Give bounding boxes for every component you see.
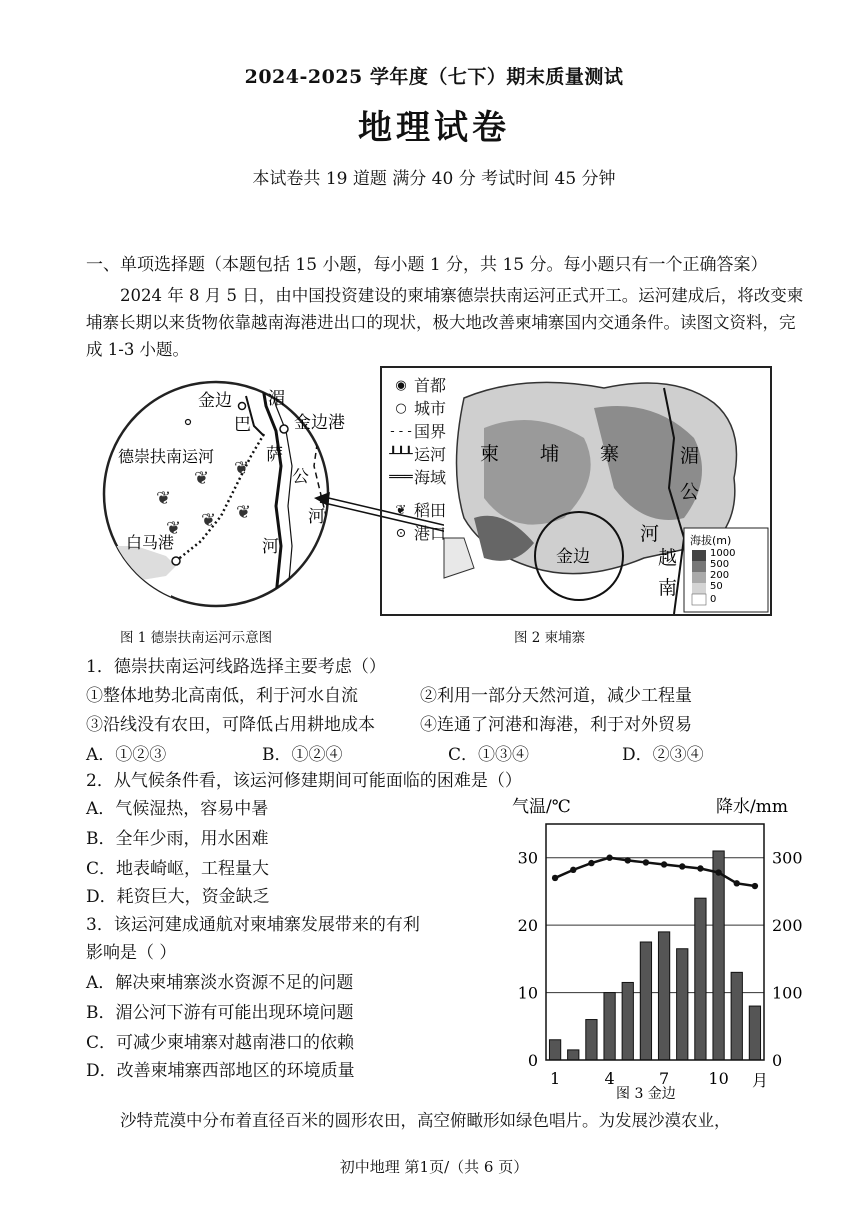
question-1-statement-4: ④连通了河港和海港，利于对外贸易 (420, 715, 692, 735)
temperature-point (697, 865, 703, 871)
capital-icon: ◉ (395, 378, 407, 393)
city-icon (239, 403, 246, 410)
precipitation-bar (713, 851, 724, 1060)
question-2-option-a: A．气候湿热，容易中暑 (86, 799, 269, 819)
temperature-point (570, 867, 576, 873)
legend-item-port: ⊙ 港口 (388, 522, 450, 545)
svg-text:❦: ❦ (194, 468, 210, 489)
question-3-stem-cont: 影响是（ ） (86, 943, 177, 963)
precipitation-bar (695, 898, 706, 1060)
sea-icon: ═══ (389, 470, 413, 485)
temperature-point (715, 869, 721, 875)
figure-3-caption: 图 3 金边 (616, 1086, 676, 1102)
question-3-stem: 3．该运河建成通航对柬埔寨发展带来的有利 (86, 915, 420, 935)
precipitation-bar (622, 982, 633, 1060)
question-1-option-b: B．①②④ (262, 745, 343, 765)
chart-left-tick-label: 30 (517, 848, 538, 868)
legend-item-capital: ◉ 首都 (388, 374, 450, 397)
svg-text:❦: ❦ (201, 510, 217, 531)
figure-2-map (380, 366, 772, 616)
legend-item-ricefield: ❦ 稻田 (388, 499, 450, 522)
chart-left-tick-label: 0 (527, 1051, 538, 1070)
question-1-option-a: A．①②③ (86, 745, 167, 765)
map2-label-mei: 湄 (680, 445, 700, 467)
question-1-option-d: D．②③④ (622, 745, 704, 765)
precipitation-bar (604, 993, 615, 1060)
map2-legend (388, 374, 450, 545)
elev-tick: 50 (710, 581, 723, 592)
question-1-statement-3: ③沿线没有农田，可降低占用耕地成本 (86, 715, 375, 735)
ricefield-icon: ❦ (395, 503, 407, 518)
page-footer: 初中地理 第1页/（共 6 页） (339, 1158, 529, 1176)
question-1-stem: 1．德崇扶南运河线路选择主要考虑（） (86, 657, 386, 677)
map2-label-jinbian: 金边 (556, 547, 590, 567)
map1-label-jinbian: 金边 (198, 391, 232, 411)
figure-1-caption: 图 1 德崇扶南运河示意图 (120, 630, 273, 646)
temperature-point (643, 859, 649, 865)
temperature-point (625, 857, 631, 863)
chart-x-tick-label: 1 (549, 1069, 561, 1088)
chart-right-tick-label: 0 (772, 1051, 783, 1070)
map1-label-jinbian-port: 金边港 (294, 413, 345, 433)
precipitation-bar (731, 972, 742, 1060)
map1-label-sa: 萨 (266, 445, 283, 465)
chart-ylabel-left: 气温/℃ (512, 797, 571, 817)
figure-3-climate-chart (508, 792, 803, 1102)
chart-right-tick-label: 300 (772, 848, 803, 868)
map2-label-yue: 越 (658, 547, 678, 569)
exam-info: 本试卷共 19 道题 满分 40 分 考试时间 45 分钟 (252, 169, 616, 189)
question-3-option-c: C．可减少柬埔寨对越南港口的依赖 (86, 1033, 355, 1053)
map2-label-gong: 公 (680, 481, 700, 503)
chart-ylabel-right: 降水/mm (716, 797, 788, 817)
question-2-stem: 2．从气候条件看，该运河修建期间可能面临的困难是（） (86, 771, 522, 791)
temperature-point (679, 863, 685, 869)
temperature-point (734, 880, 740, 886)
elev-tick: 500 (710, 559, 730, 570)
map2-label-jian: 柬 (480, 443, 500, 465)
elev-tick: 200 (710, 570, 730, 581)
temperature-point (588, 860, 594, 866)
precipitation-bar (586, 1020, 597, 1060)
map2-label-pu: 埔 (540, 443, 560, 465)
precipitation-bar (677, 949, 688, 1060)
port-icon (172, 557, 180, 565)
map1-label-ba: 巴 (234, 415, 251, 435)
figure-2-caption: 图 2 柬埔寨 (514, 630, 586, 646)
elev-tick: 0 (710, 594, 717, 605)
question-3-option-a: A．解决柬埔寨淡水资源不足的问题 (86, 973, 354, 993)
question-1-option-c: C．①③④ (448, 745, 530, 765)
section-intro: 2024 年 8 月 5 日，由中国投资建设的柬埔寨德崇扶南运河正式开工。运河建成后，将改变柬埔寨长期以来货物依靠越南海港进出口的现状，极大地改善柬埔寨国内交通条件。读图文资料，完成 1-3 小题。 (86, 286, 804, 359)
question-3-option-b: B．湄公河下游有可能出现环境问题 (86, 1003, 354, 1023)
question-2-option-d: D．耗资巨大，资金缺乏 (86, 887, 270, 907)
figure-1-map (96, 376, 345, 616)
question-2-option-c: C．地表崎岖，工程量大 (86, 859, 270, 879)
exam-header: 2024-2025 学年度（七下）期末质量测试 (244, 66, 624, 88)
map1-label-he: 河 (308, 507, 325, 527)
border-icon: - - - (390, 424, 412, 439)
map2-label-he: 河 (640, 523, 660, 545)
legend-item-canal: ┸┸┸ 运河 (389, 445, 447, 464)
chart-x-tick-label: 7 (658, 1069, 670, 1088)
exam-title: 地理试卷 (358, 108, 510, 148)
svg-text:❦: ❦ (234, 458, 250, 479)
svg-text:❦: ❦ (156, 488, 172, 509)
legend-item-city: ○ 城市 (388, 397, 450, 420)
city-icon (186, 420, 191, 425)
chart-right-tick-label: 100 (772, 983, 803, 1003)
svg-text:❦: ❦ (166, 518, 182, 539)
temperature-point (552, 875, 558, 881)
precipitation-bar (749, 1006, 760, 1060)
precipitation-bar (568, 1050, 579, 1060)
legend-item-border: - - - 国界 (388, 420, 450, 443)
question-3-option-d: D．改善柬埔寨西部地区的环境质量 (86, 1061, 355, 1081)
legend-item-sea: ═══ 海域 (389, 468, 447, 487)
city-icon: ○ (395, 401, 407, 416)
temperature-point (606, 855, 612, 861)
chart-x-tick-label: 10 (708, 1069, 729, 1088)
map1-label-canal: 德崇扶南运河 (118, 447, 215, 466)
chart-left-tick-label: 10 (517, 983, 538, 1003)
map2-label-zhai: 寨 (600, 443, 620, 465)
question-2-option-b: B．全年少雨，用水困难 (86, 829, 269, 849)
chart-right-tick-label: 200 (772, 916, 803, 936)
question-1-statement-1: ①整体地势北高南低，利于河水自流 (86, 686, 358, 706)
port-icon (280, 425, 288, 433)
canal-icon: ┸┸┸ (389, 447, 413, 462)
elev-legend-title: 海拔(m) (690, 534, 732, 547)
chart-left-tick-label: 20 (517, 916, 538, 936)
map1-label-gong: 公 (292, 467, 309, 487)
chart-x-tick-label: 4 (604, 1069, 615, 1088)
svg-text:❦: ❦ (236, 502, 252, 523)
map1-label-mei: 湄 (268, 389, 285, 409)
precipitation-bar (640, 942, 651, 1060)
map2-label-nan: 南 (658, 577, 678, 599)
precipitation-bar (549, 1040, 560, 1060)
section-heading: 一、单项选择题（本题包括 15 小题，每小题 1 分，共 15 分。每小题只有一个正确答案） (86, 255, 768, 275)
temperature-line (555, 858, 755, 886)
port-icon: ⊙ (395, 526, 407, 541)
question-1-statement-2: ②利用一部分天然河道，减少工程量 (420, 686, 692, 706)
chart-x-unit: 月 (752, 1071, 769, 1090)
map1-label-baima-port: 白马港 (126, 533, 175, 552)
temperature-point (752, 883, 758, 889)
temperature-point (661, 861, 667, 867)
elev-tick: 1000 (710, 548, 736, 559)
map1-label-he-2: 河 (262, 537, 279, 557)
next-passage: 沙特荒漠中分布着直径百米的圆形农田，高空俯瞰形如绿色唱片。为发展沙漠农业， (120, 1111, 731, 1130)
precipitation-bar (658, 932, 669, 1060)
